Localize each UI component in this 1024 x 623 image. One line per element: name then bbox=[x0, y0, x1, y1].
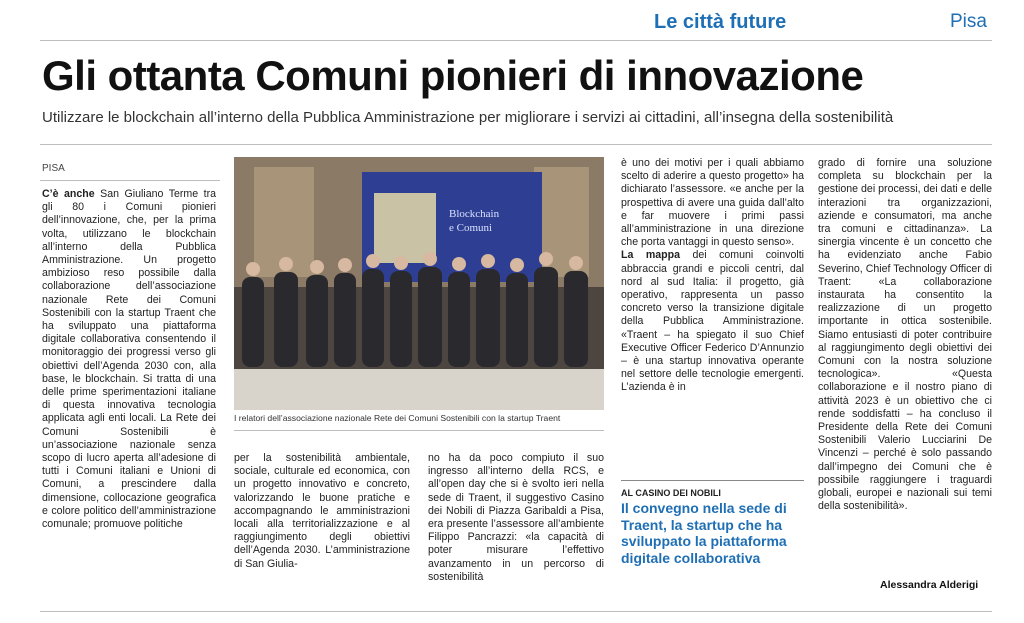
bottom-rule bbox=[40, 611, 992, 612]
column-4-text-mid: dei comuni coinvolti abbraccia grandi e piccoli centri, dal nord al sud Italia: il progetto, già operativo, rappresenta un passo concreto verso la transizione digitale della Pubblica Amministrazione. «Traent – ha spiegato il suo Chief Executive Officer Federico D’Annunzio – è una startup innovativa operante nel settore delle tecnologie emergenti. L’azienda è in bbox=[621, 249, 804, 394]
article-column-4 bbox=[621, 157, 804, 465]
article-column-2 bbox=[234, 452, 410, 602]
column-4-text-top: è uno dei motivi per i quali abbiamo scelto di aderire a questo progetto» ha dichiarato l’assessore. «e anche per la prospettiva di avere una guida dall’alto e far muovere i primi passi all’amministrazione in una direzione che porta vantaggi in questo senso». bbox=[621, 157, 804, 249]
article-column-5 bbox=[818, 157, 992, 575]
sub-rule bbox=[40, 144, 992, 145]
location-label: Pisa bbox=[950, 11, 987, 32]
headline: Gli ottanta Comuni pionieri di innovazione bbox=[42, 52, 864, 99]
author-byline: Alessandra Alderigi bbox=[880, 579, 979, 591]
subheadline: Utilizzare le blockchain all’interno della Pubblica Amministrazione per migliorare i servizi ai cittadini, all’insegna della sostenibilità bbox=[42, 109, 894, 126]
dateline: PISA bbox=[42, 163, 65, 174]
column-2-text: per la sostenibilità ambientale, sociale, culturale ed economica, con un progetto innovativo e concreto, valorizzando le buone pratiche e accompagnando le amministrazioni locali alla territorializzazione e al raggiungimento degli obiettivi dell’Agenda 2030. L’amministrazione di San Giulia- bbox=[234, 452, 410, 570]
top-rule bbox=[40, 40, 992, 41]
photo-illustration bbox=[234, 157, 604, 410]
photo-caption: I relatori dell’associazione nazionale Rete dei Comuni Sostenibili con la startup Traent bbox=[234, 413, 561, 423]
dateline-rule bbox=[40, 180, 220, 181]
screen-title-1: Blockchain bbox=[449, 208, 500, 220]
box-title: Il convegno nella sede di Traent, la startup che ha sviluppato la piattaforma digitale collaborativa bbox=[621, 500, 787, 566]
article-column-3 bbox=[428, 452, 604, 602]
lead-in: C’è anche bbox=[42, 188, 95, 200]
screen-title-2: e Comuni bbox=[449, 222, 493, 234]
column-1-text: San Giuliano Terme tra gli 80 i Comuni pionieri dell’innovazione, che, per la prima volta, utilizzano le blockchain all’interno della Pubblica Amministrazione. Un progetto ambizioso reso possibile dalla collaborazione dell’associazione nazionale Rete dei Comuni Sostenibili con la startup Traent che ha sviluppato una piattaforma digitale collaborativa consentendo il monitoraggio dei progressi verso gli obiettivi dell’Agenda 2030 con, alla base, le blockchain. Si tratta di una delle prime sperimentazioni italiane di questa innovativa tecnologia applicata agli enti locali. La Rete dei Comuni Sostenibili è un’associazione nazionale senza scopo di lucro aperta all’adesione di tutti i Comuni italiani e Unioni di Comuni, a prescindere dalla dimensione, collocazione geografica e colore politico dell’amministrazione comunale; promuove politiche bbox=[42, 188, 216, 531]
article-photo bbox=[234, 157, 604, 410]
article-column-1 bbox=[42, 188, 216, 584]
section-title: Le città future bbox=[654, 11, 787, 33]
box-rule bbox=[621, 480, 804, 481]
caption-rule bbox=[234, 430, 604, 431]
lead-in-2: La mappa bbox=[621, 249, 680, 262]
column-3-text: no ha da poco compiuto il suo ingresso all’interno della RCS, e all’open day che si è svolto ieri nella sede di Traent, il suggestivo Casino dei Nobili di Piazza Garibaldi a Pisa, era presente l’assessore all’ambiente Filippo Pancrazzi: «la capacità di poter misurare l’effettivo avanzamento in un percorso di sostenibilità bbox=[428, 452, 604, 583]
column-5-text: grado di fornire una soluzione completa su blockchain per la gestione dei processi, dei dati e delle interazioni tra organizzazioni, aziende e consumatori, ma anche tra comuni e cittadinanza». La sinergia vincente è un concetto che ha evidenziato anche Fabio Severino, Chief Technology Officer di Traent: «La collaborazione instaurata ha consentito la realizzazione di un progetto importante in ottica sostenibile. Siamo entusiasti di poter contribuire al raggiungimento degli obiettivi dei Comuni con la nostra soluzione tecnologica». «Questa collaborazione e il nostro piano di attività 2023 è un obiettivo che ci rende soddisfatti – ha concluso il Presidente della Rete dei Comuni Sostenibili Valerio Lucciarini De Vincenzi – perché è solo passando dall’impegno dei Comuni che è possibile raggiungere i traguardi globali, europei e nazionali sui temi della sostenibilità». bbox=[818, 157, 992, 513]
box-kicker: AL CASINO DEI NOBILI bbox=[621, 488, 721, 498]
